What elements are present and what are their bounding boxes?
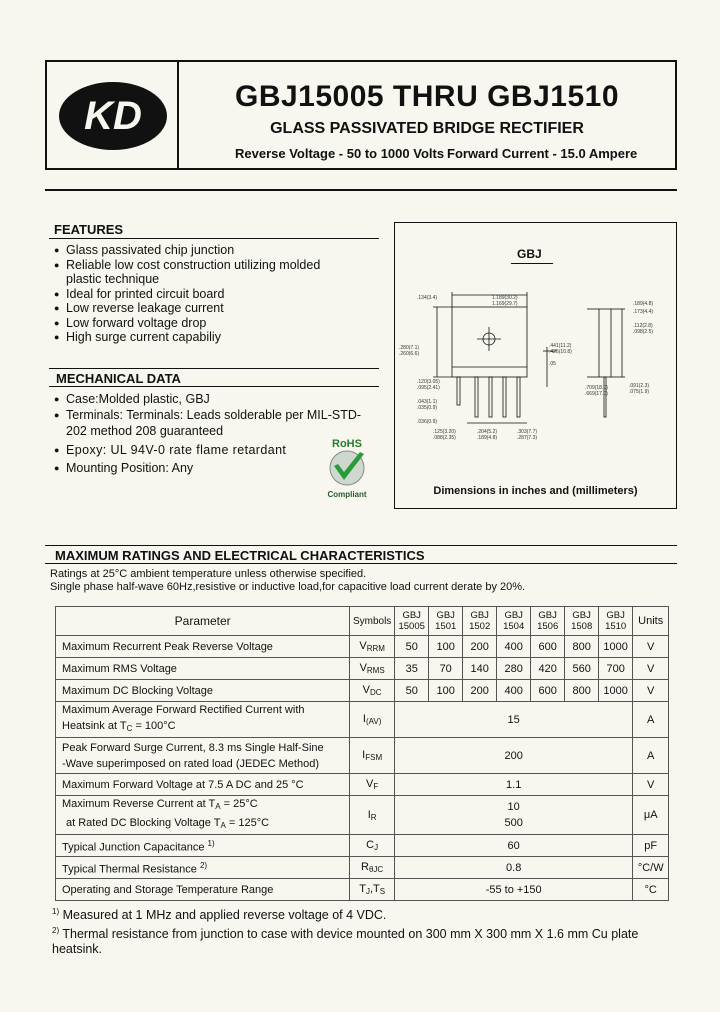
unit-cell: °C/W xyxy=(633,857,669,879)
svg-text:.043(1.1): .043(1.1) xyxy=(417,399,438,405)
svg-text:.091(2.3): .091(2.3) xyxy=(629,383,650,389)
svg-text:.125(3.20): .125(3.20) xyxy=(433,429,456,435)
package-label-rule xyxy=(511,263,553,264)
svg-text:.189(4.8): .189(4.8) xyxy=(477,435,498,441)
kd-logo xyxy=(57,80,169,152)
param-cell: Maximum DC Blocking Voltage xyxy=(56,680,350,702)
svg-text:.189(4.8): .189(4.8) xyxy=(633,301,654,307)
svg-text:.280(7.1): .280(7.1) xyxy=(399,345,420,351)
value-cell: 1000 xyxy=(598,680,633,702)
value-cell: 100 xyxy=(429,680,462,702)
value-cell: 60 xyxy=(394,835,632,857)
value-cell: -55 to +150 xyxy=(394,879,632,901)
param-cell: Operating and Storage Temperature Range xyxy=(56,879,350,901)
svg-text:.173(4.4): .173(4.4) xyxy=(633,309,654,315)
symbol-cell: $C_J$ xyxy=(350,835,395,857)
svg-text:.112(2.8): .112(2.8) xyxy=(633,323,653,329)
svg-text:.098(2.5): .098(2.5) xyxy=(633,329,654,335)
table-row xyxy=(56,680,669,702)
lead xyxy=(517,377,520,417)
ratings-rule-top xyxy=(45,545,677,546)
unit-cell: V xyxy=(633,636,669,658)
rohs-label: RoHS xyxy=(332,438,362,450)
table-row xyxy=(56,636,669,658)
ratings-rule xyxy=(45,563,677,564)
rohs-badge xyxy=(322,436,372,500)
features-heading: FEATURES xyxy=(54,222,124,237)
list-item: ● Low forward voltage drop xyxy=(54,316,354,331)
header-part: GBJ 1506 xyxy=(530,607,565,636)
ratings-heading: MAXIMUM RATINGS AND ELECTRICAL CHARACTERISTICS xyxy=(55,548,425,563)
value-cell: 800 xyxy=(565,636,598,658)
package-label: GBJ xyxy=(517,247,542,261)
lead xyxy=(475,377,478,417)
svg-text:.035(0.9): .035(0.9) xyxy=(417,405,438,411)
param-cell: Maximum Recurrent Peak Reverse Voltage xyxy=(56,636,350,658)
symbol-cell: $V_{RRM}$ xyxy=(350,636,395,658)
svg-text:1.169(29.7): 1.169(29.7) xyxy=(492,301,518,307)
svg-text:1.189(30.2): 1.189(30.2) xyxy=(492,295,518,301)
svg-text:.204(5.2): .204(5.2) xyxy=(477,429,498,435)
unit-cell: A xyxy=(633,702,669,738)
list-item: ● Glass passivated chip junction xyxy=(54,243,354,258)
unit-cell: V xyxy=(633,774,669,796)
symbol-cell: $V_{RMS}$ xyxy=(350,658,395,680)
table-row xyxy=(56,857,669,879)
value-cell: 420 xyxy=(530,658,565,680)
value-cell: 400 xyxy=(497,680,530,702)
value-cell: 400 xyxy=(497,636,530,658)
header-part: GBJ 1508 xyxy=(565,607,598,636)
value-cell: 560 xyxy=(565,658,598,680)
lead xyxy=(503,377,506,417)
ratings-table xyxy=(55,606,669,901)
header-parameter: Parameter xyxy=(56,607,350,636)
page-subtitle: GLASS PASSIVATED BRIDGE RECTIFIER xyxy=(270,120,584,137)
rohs-status: Compliant xyxy=(327,490,367,499)
footnote: $^{2)}$ Thermal resistance from junction to case with device mounted on 300 mm X 300 mm X 1.6 mm Cu plate heatsink. xyxy=(52,926,639,957)
svg-text:.088(2.35): .088(2.35) xyxy=(433,435,456,441)
list-item: ● High surge current capabiliy xyxy=(54,330,354,345)
symbol-cell: $I_{FSM}$ xyxy=(350,738,395,774)
param-cell: Peak Forward Surge Current, 8.3 ms Single Half-Sine -Wave superimposed on rated load (JEDEC Method) xyxy=(56,738,350,774)
value-cell: 600 xyxy=(530,680,565,702)
mechanical-heading: MECHANICAL DATA xyxy=(56,371,181,386)
table-header-row xyxy=(56,607,669,636)
features-list xyxy=(54,243,354,345)
lead xyxy=(489,377,492,417)
value-cell: 100 xyxy=(429,636,462,658)
list-item: ● Case:Molded plastic, GBJ xyxy=(54,391,364,407)
value-cell: 70 xyxy=(429,658,462,680)
header-box xyxy=(45,60,677,170)
ratings-note: Ratings at 25°C ambient temperature unless otherwise specified. xyxy=(50,568,367,580)
footnote: $^{1)}$ Measured at 1 MHz and applied reverse voltage of 4 VDC. xyxy=(52,907,387,923)
header-units: Units xyxy=(633,607,669,636)
svg-text:.709(18.0): .709(18.0) xyxy=(585,385,608,391)
unit-cell: V xyxy=(633,658,669,680)
unit-cell: μA xyxy=(633,796,669,835)
svg-text:.425(10.8): .425(10.8) xyxy=(549,349,572,355)
svg-text:.287(7.3): .287(7.3) xyxy=(517,435,538,441)
forward-current-spec: Forward Current - 15.0 Ampere xyxy=(447,146,638,161)
unit-cell: V xyxy=(633,680,669,702)
header-part: GBJ 1504 xyxy=(497,607,530,636)
value-cell: 15 xyxy=(394,702,632,738)
symbol-cell: $I_{(AV)}$ xyxy=(350,702,395,738)
unit-cell: A xyxy=(633,738,669,774)
header-part: GBJ 15005 xyxy=(394,607,429,636)
svg-text:.120(3.05): .120(3.05) xyxy=(417,379,440,385)
value-cell: 1.1 xyxy=(394,774,632,796)
svg-text:.095(2.41): .095(2.41) xyxy=(417,385,440,391)
svg-text:.05: .05 xyxy=(549,361,556,367)
svg-text:.260(6.6): .260(6.6) xyxy=(399,351,420,357)
header-divider xyxy=(177,62,179,168)
param-cell: Maximum RMS Voltage xyxy=(56,658,350,680)
logo-text: KD xyxy=(84,94,142,138)
value-cell: 140 xyxy=(462,658,497,680)
value-cell: 600 xyxy=(530,636,565,658)
header-rule xyxy=(45,189,677,191)
list-item: ● Low reverse leakage current xyxy=(54,301,354,316)
svg-text:.303(7.7): .303(7.7) xyxy=(517,429,538,435)
svg-text:.669(17.0): .669(17.0) xyxy=(585,391,608,397)
diagram-caption: Dimensions in inches and (millimeters) xyxy=(433,485,638,497)
svg-text:.134(3.4): .134(3.4) xyxy=(417,295,438,301)
table-row xyxy=(56,835,669,857)
lead xyxy=(457,377,460,405)
table-row xyxy=(56,702,669,738)
symbol-cell: $I_R$ xyxy=(350,796,395,835)
symbol-cell: $T_J,T_S$ xyxy=(350,879,395,901)
param-cell: Maximum Average Forward Rectified Current with Heatsink at $T_C = 100^\circ C$ xyxy=(56,702,350,738)
header-part: GBJ 1501 xyxy=(429,607,462,636)
unit-cell: pF xyxy=(633,835,669,857)
header-part: GBJ 1502 xyxy=(462,607,497,636)
value-cell: 35 xyxy=(394,658,429,680)
package-body xyxy=(452,307,527,377)
package-diagram-box xyxy=(394,222,677,509)
side-profile xyxy=(599,309,611,377)
symbol-cell: $R_{\theta JC}$ xyxy=(350,857,395,879)
header-symbols: Symbols xyxy=(350,607,395,636)
value-cell: 0.8 xyxy=(394,857,632,879)
value-cell: 200 xyxy=(462,680,497,702)
table-row xyxy=(56,879,669,901)
param-cell: Maximum Forward Voltage at 7.5 A DC and 25 °C xyxy=(56,774,350,796)
value-cell: 200 xyxy=(462,636,497,658)
value-cell: 10 500 xyxy=(394,796,632,835)
table-row xyxy=(56,658,669,680)
table-row xyxy=(56,774,669,796)
value-cell: 200 xyxy=(394,738,632,774)
value-cell: 280 xyxy=(497,658,530,680)
unit-cell: °C xyxy=(633,879,669,901)
mechanical-rule xyxy=(49,386,379,387)
ratings-note: Single phase half-wave 60Hz,resistive or inductive load,for capacitive load current derate by 20%. xyxy=(50,580,526,593)
svg-text:.036(0.9): .036(0.9) xyxy=(417,419,438,425)
list-item: ● Reliable low cost construction utilizing molded plastic technique xyxy=(54,258,354,287)
list-item: ● Ideal for printed circuit board xyxy=(54,287,354,302)
package-drawing xyxy=(397,287,675,457)
svg-text:.075(1.9): .075(1.9) xyxy=(629,389,650,395)
value-cell: 800 xyxy=(565,680,598,702)
list-item: ● Mounting Position: Any xyxy=(54,460,364,476)
symbol-cell: $V_F$ xyxy=(350,774,395,796)
list-item: ● Epoxy: UL 94V-0 rate flame retardant xyxy=(54,442,364,458)
table-row xyxy=(56,738,669,774)
ratings-notes xyxy=(50,568,525,593)
param-cell: Typical Thermal Resistance $^{2)}$ xyxy=(56,857,350,879)
svg-text:.441(11.2): .441(11.2) xyxy=(549,343,572,349)
list-item: ● Terminals: Terminals: Leads solderable per MIL-STD-202 method 208 guaranteed xyxy=(54,407,364,439)
value-cell: 700 xyxy=(598,658,633,680)
symbol-cell: $V_{DC}$ xyxy=(350,680,395,702)
value-cell: 50 xyxy=(394,636,429,658)
param-cell: Maximum Reverse Current at $T_A = 25^\circ C$ at Rated DC Blocking Voltage $T_A = 125^\circ C$ xyxy=(56,796,350,835)
header-part: GBJ 1510 xyxy=(598,607,633,636)
mechanical-rule-top xyxy=(49,368,379,369)
page-title: GBJ15005 THRU GBJ1510 xyxy=(234,80,620,113)
features-rule xyxy=(49,238,379,239)
mechanical-list xyxy=(54,391,364,476)
footnotes xyxy=(52,904,672,957)
value-cell: 50 xyxy=(394,680,429,702)
value-cell: 1000 xyxy=(598,636,633,658)
table-row xyxy=(56,796,669,835)
param-cell: Typical Junction Capacitance $^{1)}$ xyxy=(56,835,350,857)
reverse-voltage-spec: Reverse Voltage - 50 to 1000 Volts xyxy=(235,146,445,161)
